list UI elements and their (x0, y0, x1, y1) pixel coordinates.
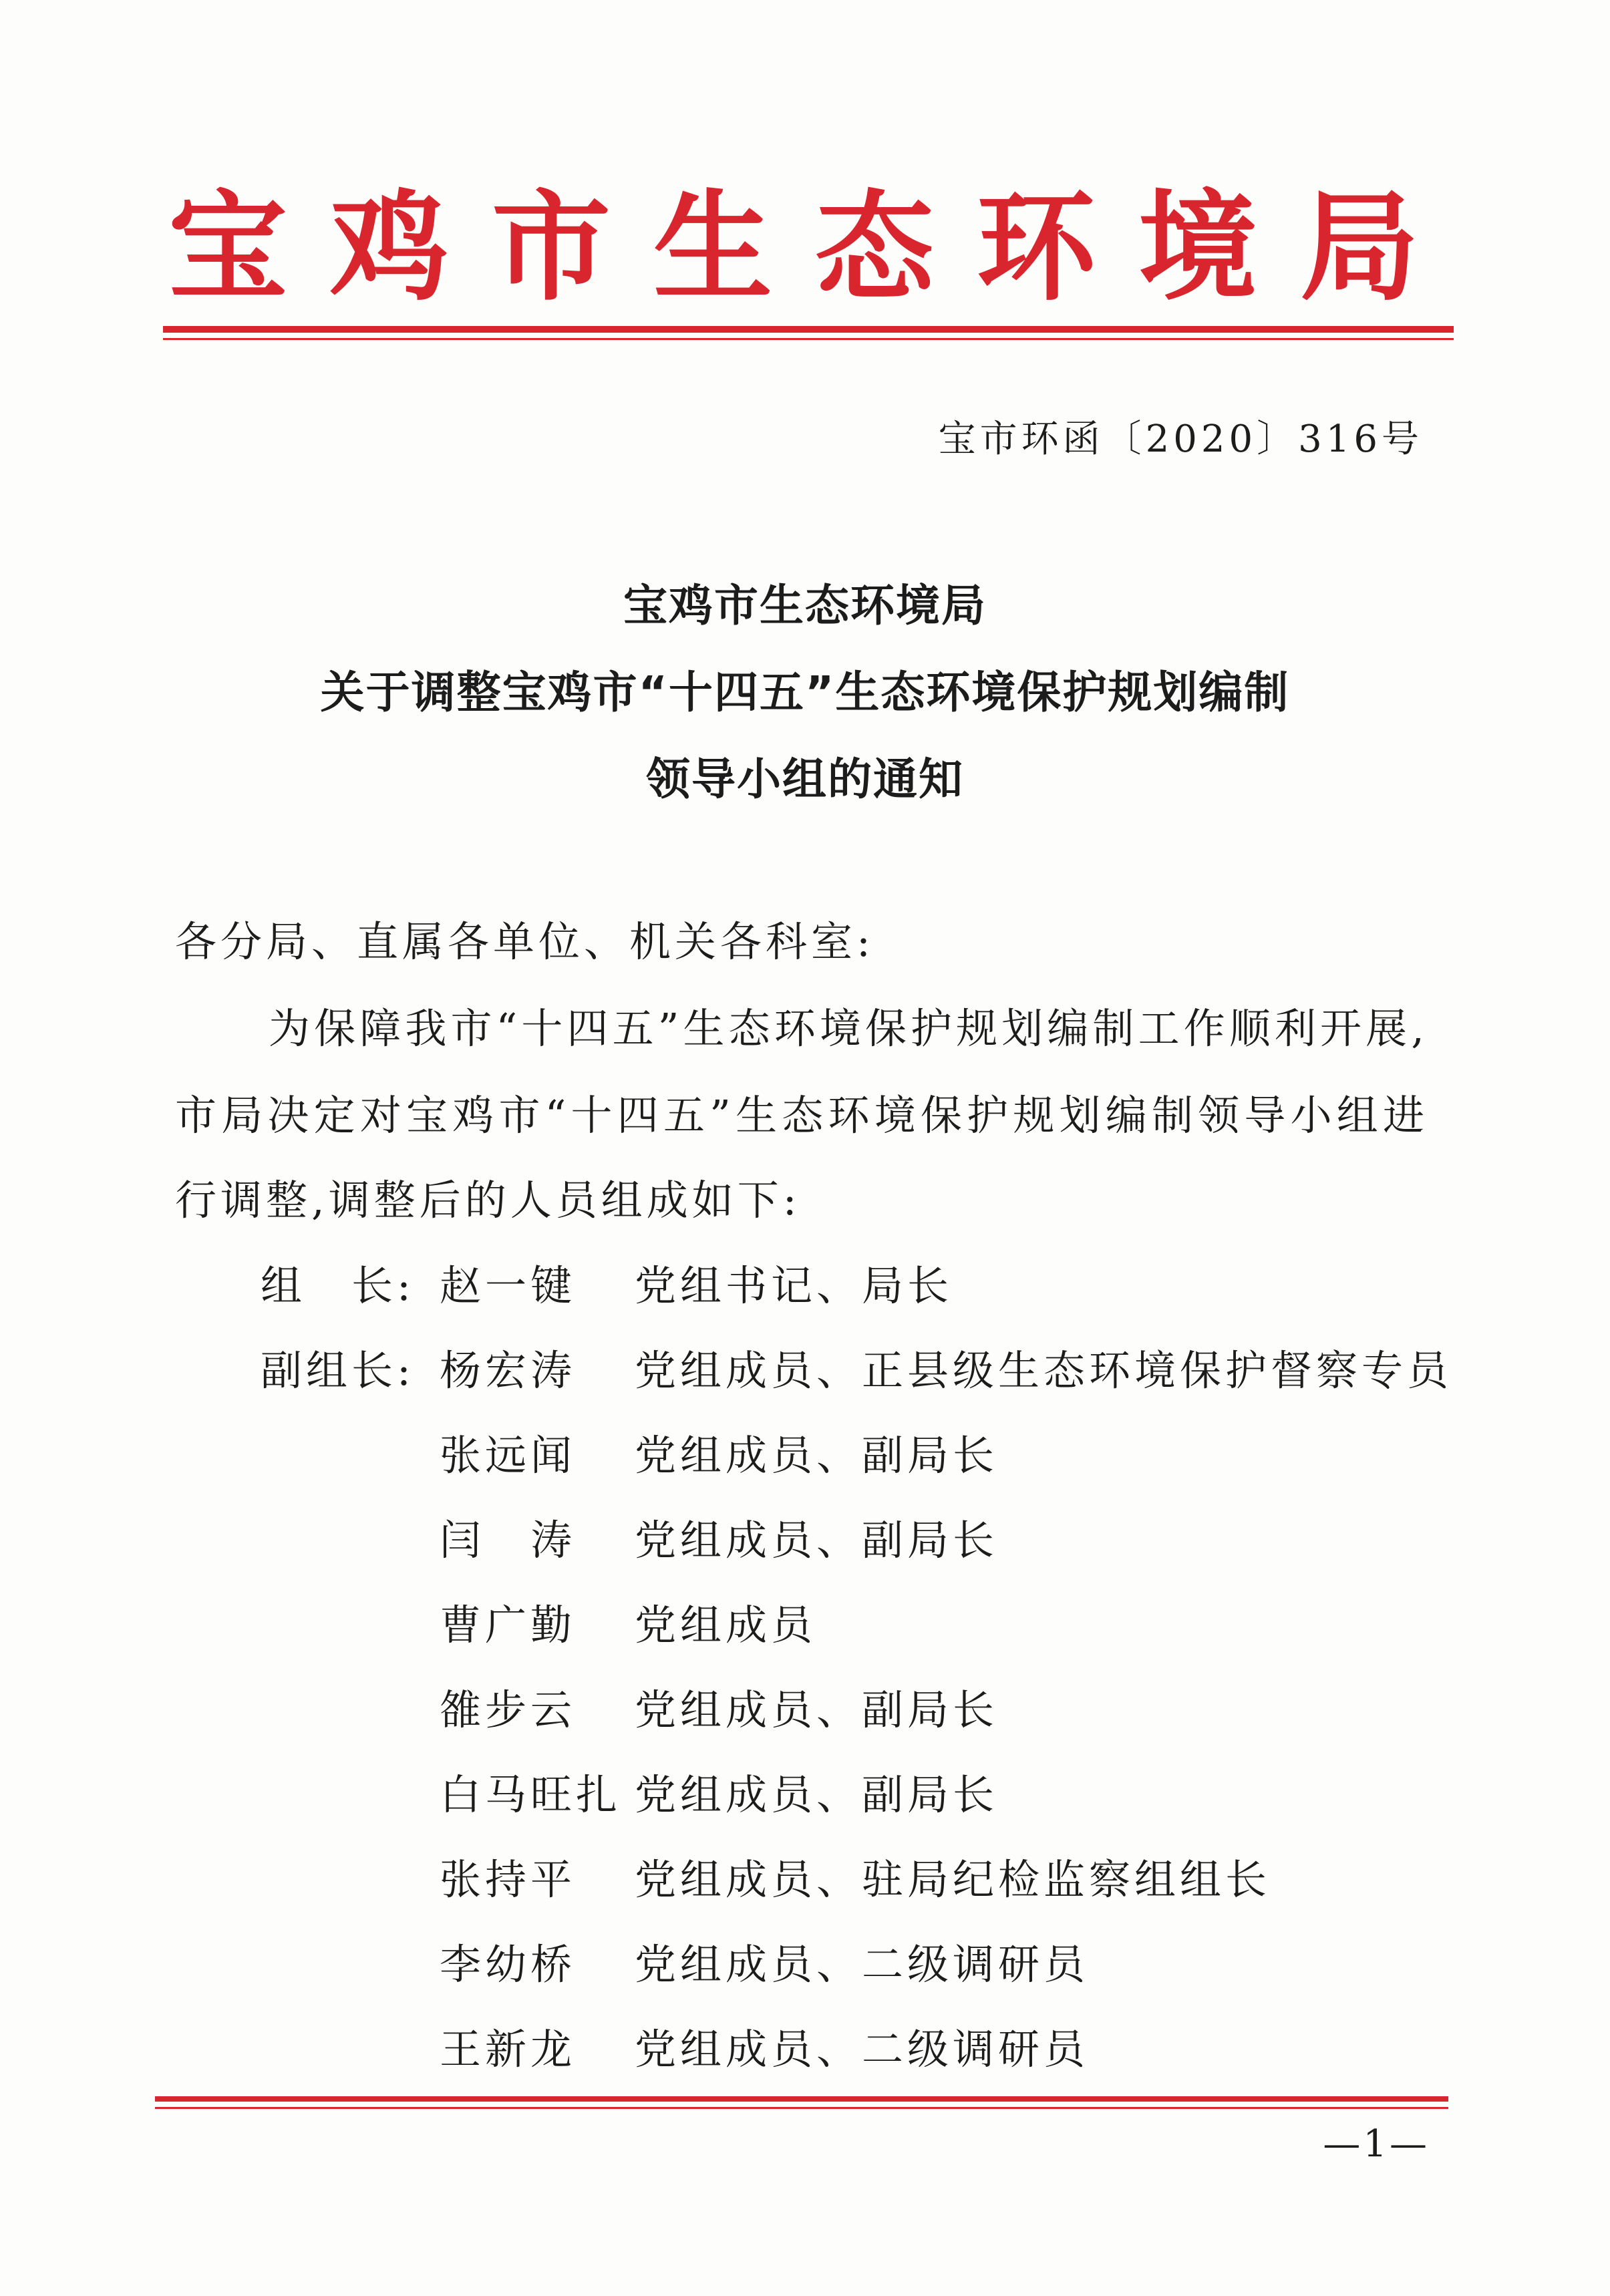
footer-rule-thick (155, 2096, 1448, 2102)
member-name: 李幼桥 (440, 1940, 577, 1989)
member-role: 副组长: (261, 1346, 415, 1395)
member-name: 闫 涛 (440, 1516, 577, 1565)
footer-rule-thin (155, 2107, 1448, 2109)
member-title: 党组成员、二级调研员 (635, 2025, 1090, 2074)
paragraph-line-3: 行调整,调整后的人员组成如下: (175, 1176, 801, 1224)
member-title: 党组成员、副局长 (635, 1685, 999, 1734)
member-title: 党组成员 (635, 1601, 817, 1649)
header-rule-thick (163, 326, 1454, 333)
member-title: 党组成员、驻局纪检监察组组长 (635, 1855, 1271, 1904)
title-line-2: 关于调整宝鸡市“十四五”生态环境保护规划编制 (320, 667, 1290, 718)
member-name: 张远闻 (440, 1431, 577, 1480)
member-name: 张持平 (440, 1855, 577, 1904)
member-name: 雒步云 (440, 1685, 577, 1734)
member-title: 党组书记、局长 (635, 1261, 953, 1310)
member-name: 曹广勤 (440, 1601, 577, 1649)
page-number: —1— (1323, 2122, 1430, 2166)
member-name: 王新龙 (440, 2025, 577, 2074)
member-name: 赵一键 (440, 1261, 577, 1310)
member-name: 白马旺扎 (440, 1770, 622, 1819)
member-name: 杨宏涛 (440, 1346, 577, 1395)
document-number: 宝市环函〔2020〕316号 (938, 418, 1423, 461)
addressee: 各分局、直属各单位、机关各科室: (175, 917, 874, 966)
title-line-3: 领导小组的通知 (646, 754, 964, 805)
member-title: 党组成员、副局长 (635, 1516, 999, 1565)
paragraph-line-2: 市局决定对宝鸡市“十四五”生态环境保护规划编制领导小组进 (175, 1091, 1428, 1140)
member-title: 党组成员、正县级生态环境保护督察专员 (635, 1346, 1453, 1395)
member-title: 党组成员、副局长 (635, 1431, 999, 1480)
member-title: 党组成员、二级调研员 (635, 1940, 1090, 1989)
title-line-1: 宝鸡市生态环境局 (623, 580, 987, 631)
member-title: 党组成员、副局长 (635, 1770, 999, 1819)
paragraph-line-1: 为保障我市“十四五”生态环境保护规划编制工作顺利开展, (269, 1004, 1428, 1053)
member-role: 组 长: (261, 1261, 415, 1310)
header-rule-thin (163, 338, 1454, 340)
organization-header: 宝鸡市生态环境局 (168, 177, 1462, 317)
